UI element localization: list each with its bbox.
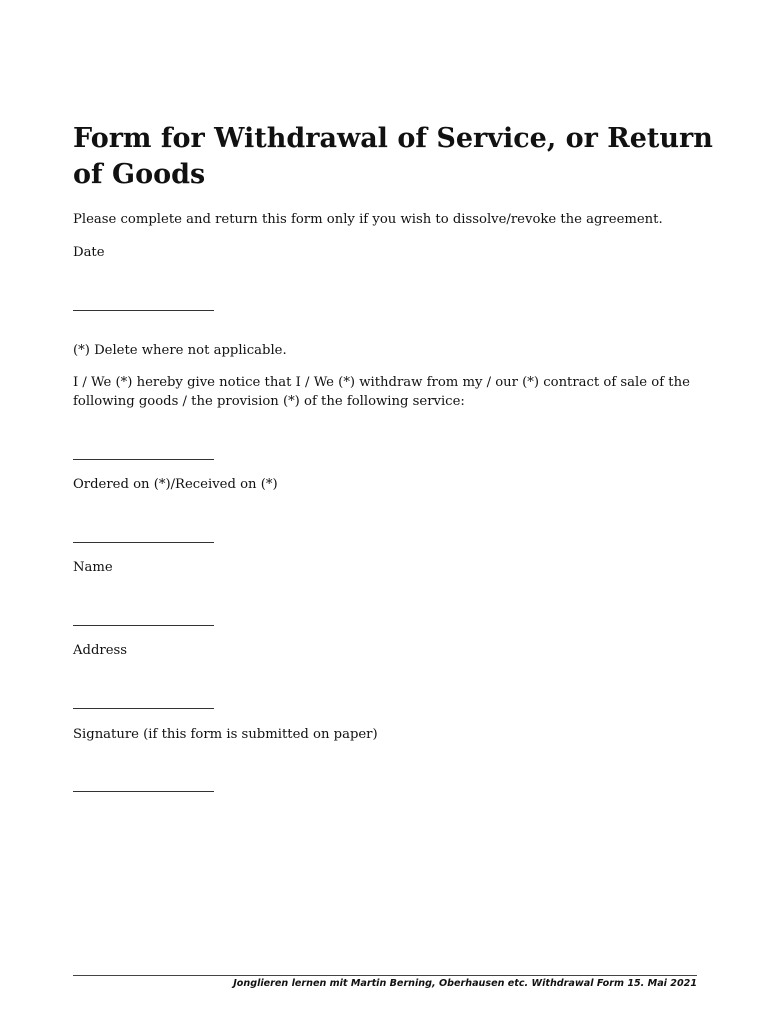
intro-text: Please complete and return this form only if you wish to dissolve/revoke the agreement. <box>73 212 663 227</box>
date-label: Date <box>73 245 105 260</box>
withdrawal-notice-text: I / We (*) hereby give notice that I / We (*) withdraw from my / our (*) contract of sale of the following goods / the provision (*) of the following service: <box>73 375 690 409</box>
signature-line <box>73 791 214 792</box>
delete-note: (*) Delete where not applicable. <box>73 343 287 358</box>
date-signature-line <box>73 310 214 311</box>
name-label: Name <box>73 560 113 575</box>
goods-service-line <box>73 459 214 460</box>
ordered-received-line <box>73 542 214 543</box>
footer-text: Jonglieren lernen mit Martin Berning, Oberhausen etc. Withdrawal Form 15. Mai 2021 <box>233 978 697 989</box>
address-line <box>73 708 214 709</box>
signature-label: Signature (if this form is submitted on paper) <box>73 727 378 742</box>
ordered-received-label: Ordered on (*)/Received on (*) <box>73 477 278 492</box>
footer-divider <box>73 975 697 976</box>
name-line <box>73 625 214 626</box>
form-title: Form for Withdrawal of Service, or Return of Goods <box>73 123 713 190</box>
address-label: Address <box>73 643 128 658</box>
